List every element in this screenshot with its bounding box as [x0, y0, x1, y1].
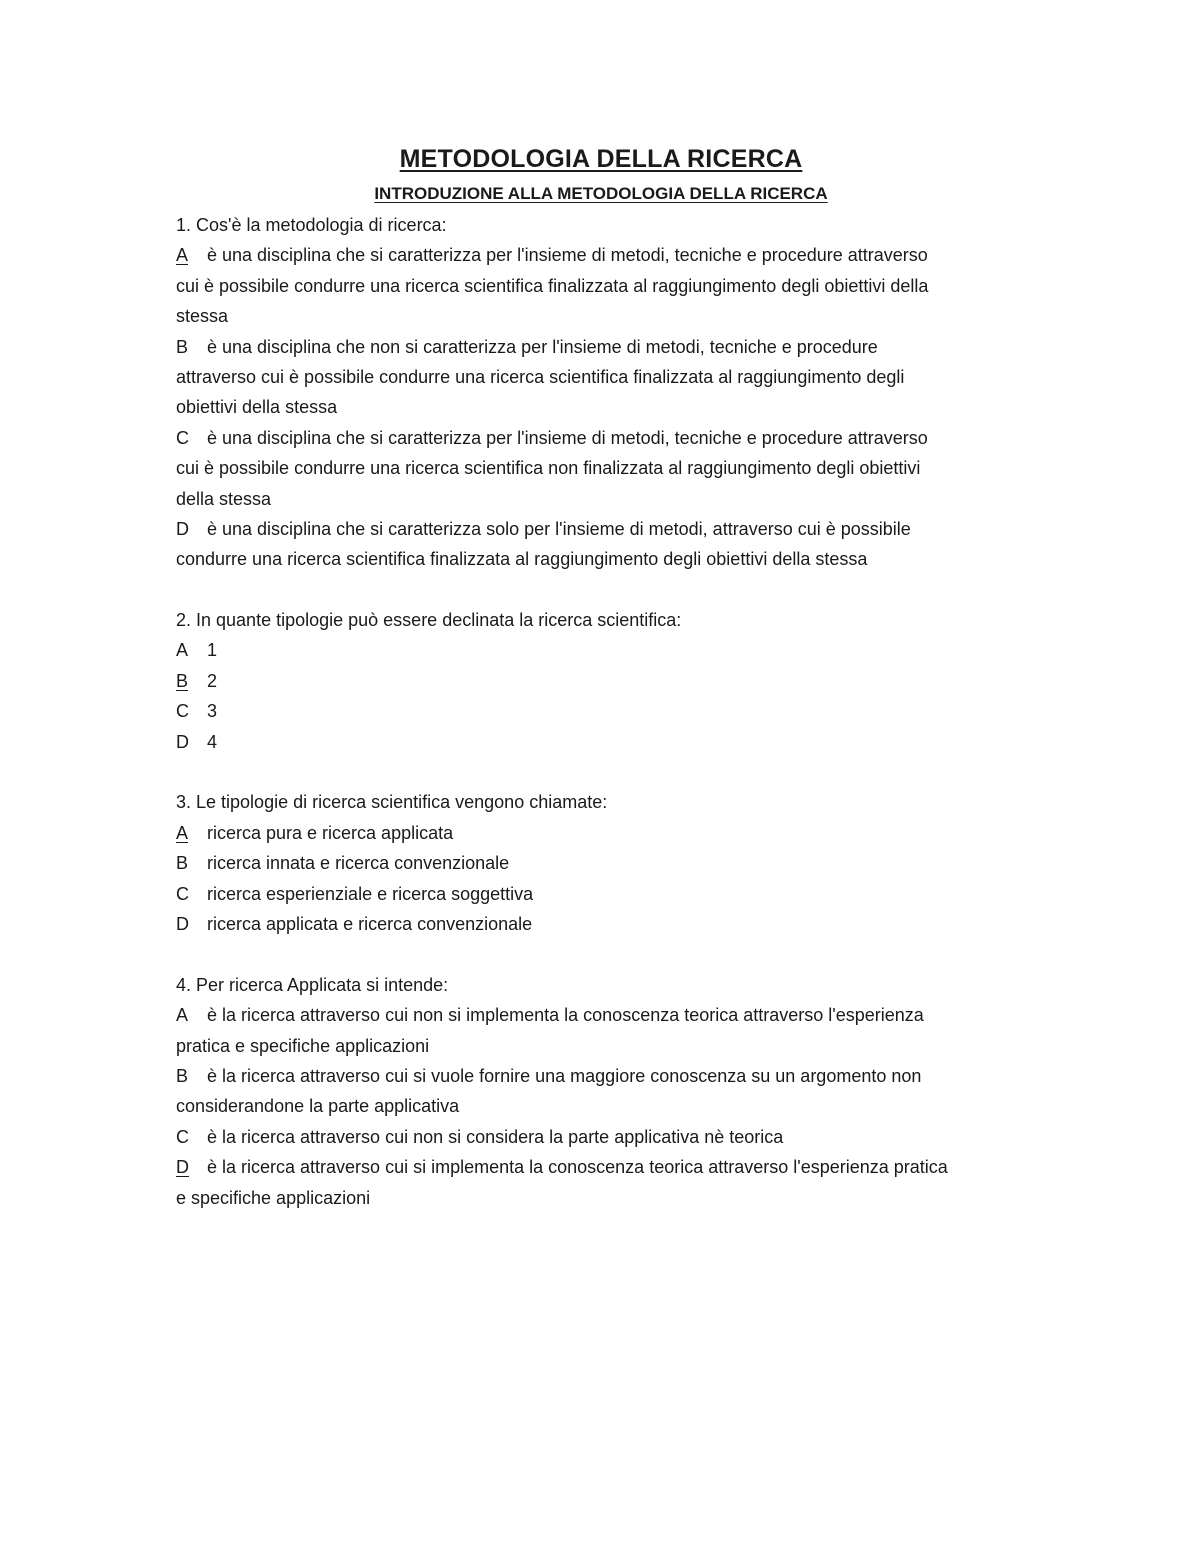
- answer-option-line: [176, 423, 1026, 453]
- answer-text: attraverso cui è possibile condurre una ricerca scientifica finalizzata al raggiungimento degli: [176, 366, 905, 387]
- answer-text: ricerca esperienziale e ricerca soggettiva: [207, 883, 534, 904]
- answer-option: [176, 423, 1026, 514]
- answer-text: cui è possibile condurre una ricerca scientifica finalizzata al raggiungimento degli obiettivi della: [176, 275, 929, 296]
- answer-option-continuation: [176, 271, 1026, 301]
- answer-option: [176, 909, 1026, 939]
- answer-option-line: [176, 1061, 1026, 1091]
- answer-text: condurre una ricerca scientifica finalizzata al raggiungimento degli obiettivi della stessa: [176, 549, 868, 570]
- question-spacer: [176, 939, 1026, 969]
- answer-text: considerandone la parte applicativa: [176, 1096, 460, 1117]
- answer-text: ricerca applicata e ricerca convenzionale: [207, 913, 533, 934]
- answer-option-line: [176, 332, 1026, 362]
- answer-option: [176, 332, 1026, 423]
- answer-text: 3: [207, 701, 218, 722]
- document-subtitle: INTRODUZIONE ALLA METODOLOGIA DELLA RICERCA: [374, 184, 828, 203]
- answer-option-line: [176, 879, 1026, 909]
- answer-option: [176, 879, 1026, 909]
- answer-option-continuation: [176, 484, 1026, 514]
- answer-option-line: [176, 909, 1026, 939]
- answer-letter: D: [176, 913, 189, 934]
- answer-text: ricerca innata e ricerca convenzionale: [207, 853, 510, 874]
- answer-text: 2: [207, 670, 218, 691]
- answer-letter: B: [176, 336, 189, 357]
- answer-option: [176, 696, 1026, 726]
- answer-letter: D: [176, 518, 189, 539]
- correct-answer-letter: A: [176, 245, 189, 266]
- answer-option: [176, 1122, 1026, 1152]
- answer-letter: C: [176, 883, 189, 904]
- answer-option: [176, 818, 1026, 848]
- answer-option-continuation: [176, 453, 1026, 483]
- answer-option: [176, 848, 1026, 878]
- answer-option: [176, 514, 1026, 575]
- answer-text: è la ricerca attraverso cui non si implementa la conoscenza teorica attraverso l'esperienza: [207, 1005, 924, 1026]
- answer-option-line: [176, 1122, 1026, 1152]
- answer-letter: A: [176, 640, 189, 661]
- correct-answer-letter: D: [176, 1157, 189, 1178]
- question-spacer: [176, 575, 1026, 605]
- answer-option-line: [176, 818, 1026, 848]
- answer-text: è una disciplina che si caratterizza per l'insieme di metodi, tecniche e procedure attraverso: [207, 427, 928, 448]
- answer-option-continuation: [176, 1091, 1026, 1121]
- question-prompt: 1. Cos'è la metodologia di ricerca:: [176, 215, 447, 235]
- answer-text: è la ricerca attraverso cui non si considera la parte applicativa nè teorica: [207, 1126, 784, 1147]
- answer-option-continuation: [176, 1031, 1026, 1061]
- answer-text: è la ricerca attraverso cui si implementa la conoscenza teorica attraverso l'esperienza pratica: [207, 1157, 948, 1178]
- correct-answer-letter: A: [176, 822, 189, 843]
- answer-option: [176, 1152, 1026, 1213]
- answer-option: [176, 1061, 1026, 1122]
- answer-option: [176, 727, 1026, 757]
- answer-text: e specifiche applicazioni: [176, 1187, 371, 1208]
- answer-option-line: [176, 696, 1026, 726]
- answer-option-continuation: [176, 362, 1026, 392]
- question-prompt: 2. In quante tipologie può essere declinata la ricerca scientifica:: [176, 610, 682, 631]
- answer-option: [176, 240, 1026, 331]
- answer-text: è una disciplina che non si caratterizza per l'insieme di metodi, tecniche e procedure: [207, 336, 878, 357]
- answer-text: è una disciplina che si caratterizza per l'insieme di metodi, tecniche e procedure attraverso: [207, 245, 928, 266]
- answer-letter: C: [176, 701, 189, 722]
- question-spacer: [176, 757, 1026, 787]
- answer-option-line: [176, 240, 1026, 270]
- answer-text: 4: [207, 731, 218, 752]
- answer-option-continuation: [176, 392, 1026, 422]
- question-list: [176, 210, 1026, 1213]
- answer-text: è la ricerca attraverso cui si vuole fornire una maggiore conoscenza su un argomento non: [207, 1065, 922, 1086]
- answer-text: della stessa: [176, 488, 272, 509]
- answer-option-line: [176, 666, 1026, 696]
- answer-text: pratica e specifiche applicazioni: [176, 1035, 430, 1056]
- question-block: [176, 605, 1026, 757]
- answer-option: [176, 1000, 1026, 1061]
- answer-option-line: [176, 727, 1026, 757]
- question-block: [176, 970, 1026, 1213]
- answer-text: ricerca pura e ricerca applicata: [207, 822, 454, 843]
- answer-option: [176, 666, 1026, 696]
- answer-letter: C: [176, 1126, 189, 1147]
- answer-option-continuation: [176, 301, 1026, 331]
- answer-text: 1: [207, 640, 218, 661]
- answer-letter: C: [176, 427, 189, 448]
- question-block: [176, 210, 1026, 575]
- answer-letter: D: [176, 731, 189, 752]
- answer-option-line: [176, 514, 1026, 544]
- answer-option-continuation: [176, 544, 1026, 574]
- answer-text: cui è possibile condurre una ricerca scientifica non finalizzata al raggiungimento degli obiettivi: [176, 458, 921, 479]
- question-prompt: 4. Per ricerca Applicata si intende:: [176, 974, 449, 995]
- question-prompt: 3. Le tipologie di ricerca scientifica vengono chiamate:: [176, 792, 608, 813]
- answer-letter: B: [176, 1065, 189, 1086]
- answer-text: stessa: [176, 306, 229, 327]
- answer-option-continuation: [176, 1183, 1026, 1213]
- answer-text: obiettivi della stessa: [176, 397, 338, 418]
- answer-option: [176, 635, 1026, 665]
- question-block: [176, 787, 1026, 939]
- correct-answer-letter: B: [176, 670, 189, 691]
- answer-letter: B: [176, 853, 189, 874]
- answer-text: è una disciplina che si caratterizza solo per l'insieme di metodi, attraverso cui è possibile: [207, 518, 911, 539]
- answer-option-line: [176, 848, 1026, 878]
- answer-option-line: [176, 1152, 1026, 1182]
- answer-option-line: [176, 635, 1026, 665]
- answer-letter: A: [176, 1005, 189, 1026]
- document-page: [176, 140, 1026, 1213]
- answer-option-line: [176, 1000, 1026, 1030]
- document-title: METODOLOGIA DELLA RICERCA: [399, 145, 803, 173]
